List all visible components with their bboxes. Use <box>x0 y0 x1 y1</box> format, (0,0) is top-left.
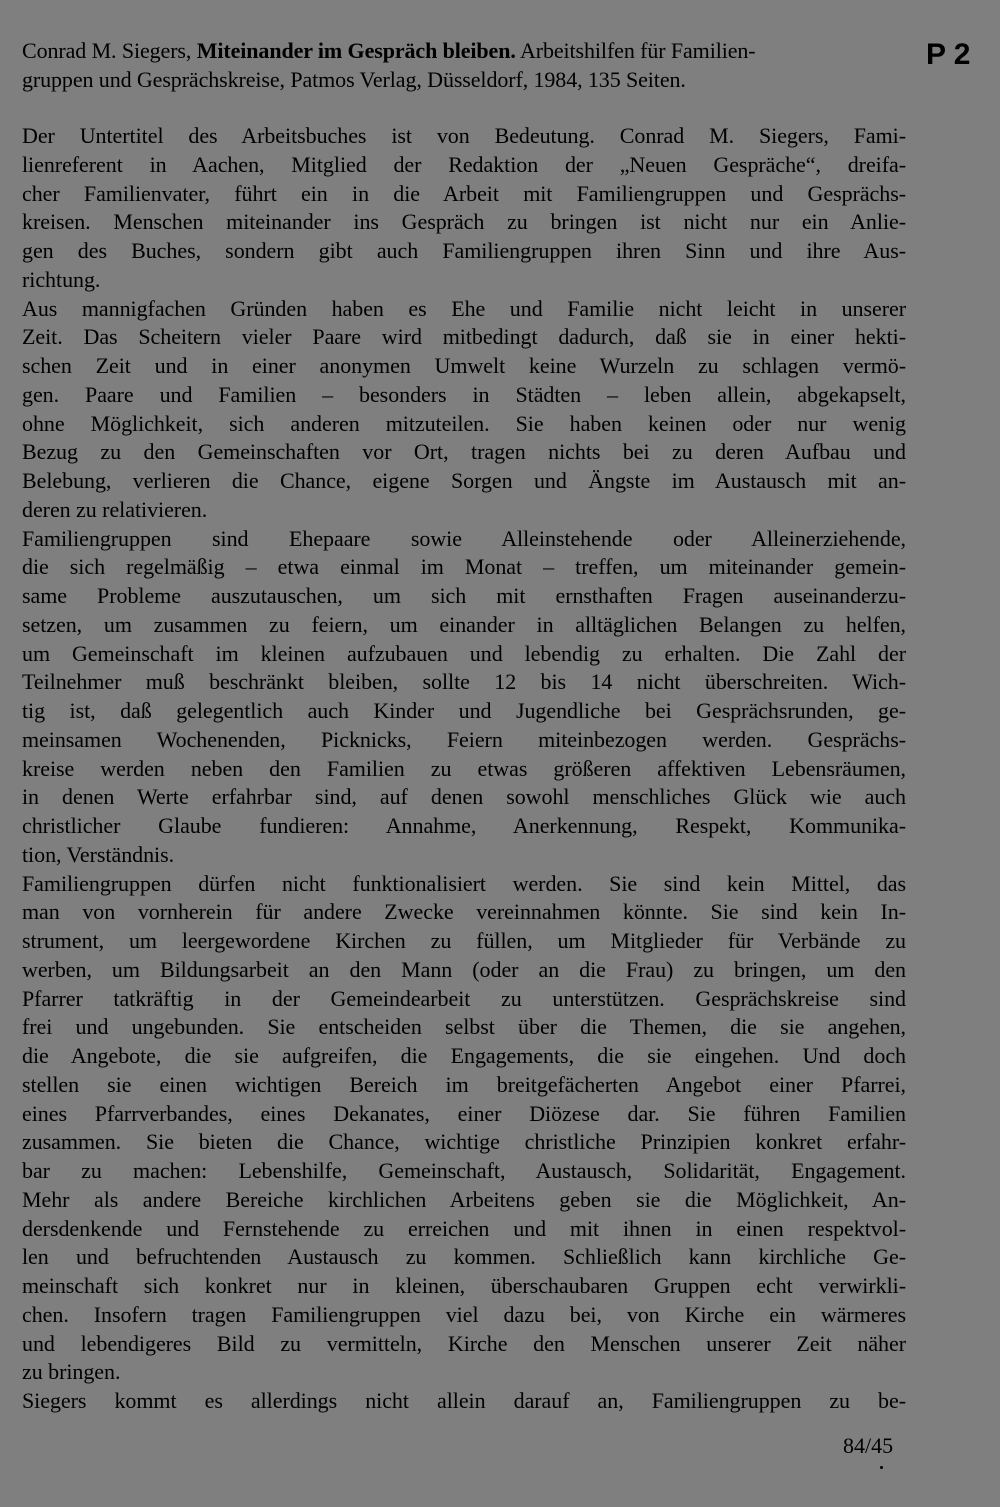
body-line: gen des Buches, sondern gibt auch Familiengruppen ihren Sinn und ihre Aus- <box>22 238 906 263</box>
review-body <box>22 122 906 1416</box>
body-line: gen. Paare und Familien – besonders in Städten – leben allein, abgekapselt, <box>22 381 906 407</box>
body-line: und lebendigeres Bild zu vermitteln, Kirche den Menschen unserer Zeit näher <box>22 1330 906 1356</box>
body-line: deren zu relativieren. <box>22 496 208 522</box>
page-number: 84/45 <box>843 1433 894 1458</box>
body-line: zu bringen. <box>22 1359 121 1385</box>
body-line: stellen sie einen wichtigen Bereich im breitgefächerten Angebot einer Pfarrei, <box>22 1071 906 1097</box>
body-line: Teilnehmer muß beschränkt bleiben, sollte 12 bis 14 nicht überschreiten. Wich- <box>22 669 906 695</box>
body-line: schen Zeit und in einer anonymen Umwelt keine Wurzeln zu schlagen vermö- <box>22 353 906 378</box>
body-line: cher Familienvater, führt ein in die Arbeit mit Familiengruppen und Gesprächs- <box>22 180 906 206</box>
body-line: len und befruchtenden Austausch zu kommen. Schließlich kann kirchliche Ge- <box>22 1244 906 1270</box>
body-line: meinschaft sich konkret nur in kleinen, überschaubaren Gruppen echt verwirkli- <box>22 1273 906 1298</box>
body-line: dersdenkende und Fernstehende zu erreichen und mit ihnen in einen respektvol- <box>22 1215 906 1241</box>
book-title: Miteinander im Gespräch bleiben. <box>196 38 516 63</box>
body-line: Bezug zu den Gemeinschaften vor Ort, tragen nichts bei zu deren Aufbau und <box>22 439 906 465</box>
ink-dot <box>880 1466 883 1469</box>
citation-line-1 <box>22 36 906 65</box>
body-line: die sich regelmäßig – etwa einmal im Monat – treffen, um miteinander gemein- <box>22 554 906 580</box>
body-line: christlicher Glaube fundieren: Annahme, Anerkennung, Respekt, Kommunika- <box>22 813 906 838</box>
body-line: ohne Möglichkeit, sich anderen mitzuteilen. Sie haben keinen oder nur wenig <box>22 410 906 436</box>
body-line: Siegers kommt es allerdings nicht allein darauf an, Familiengruppen zu be- <box>22 1388 906 1413</box>
body-line: kreisen. Menschen miteinander ins Gespräch zu bringen ist nicht nur ein Anlie- <box>22 209 906 235</box>
body-line: Familiengruppen sind Ehepaare sowie Alleinstehende oder Alleinerziehende, <box>22 525 906 551</box>
body-line: Aus mannigfachen Gründen haben es Ehe und Familie nicht leicht in unserer <box>22 295 906 321</box>
body-line: eines Pfarrverbandes, eines Dekanates, einer Diözese dar. Sie führen Familien <box>22 1100 906 1126</box>
body-line: zusammen. Sie bieten die Chance, wichtige christliche Prinzipien konkret erfahr- <box>22 1129 906 1155</box>
citation-author: Conrad M. Siegers, <box>22 38 197 63</box>
body-line: Mehr als andere Bereiche kirchlichen Arbeitens geben sie die Möglichkeit, An- <box>22 1186 906 1212</box>
body-line: man von vornherein für andere Zwecke vereinnahmen könnte. Sie sind kein In- <box>22 899 906 925</box>
body-line: chen. Insofern tragen Familiengruppen viel dazu bei, von Kirche ein wärmeres <box>22 1301 906 1327</box>
body-line: tion, Verständnis. <box>22 841 175 867</box>
document-page <box>22 36 906 1416</box>
body-line: in denen Werte erfahrbar sind, auf denen sowohl menschliches Glück wie auch <box>22 784 906 810</box>
body-line: Belebung, verlieren die Chance, eigene Sorgen und Ängste im Austausch mit an- <box>22 468 906 493</box>
body-line: strument, um leergewordene Kirchen zu füllen, um Mitglieder für Verbände zu <box>22 928 906 953</box>
body-line: Der Untertitel des Arbeitsbuches ist von Bedeutung. Conrad M. Siegers, Fami- <box>22 123 906 148</box>
body-line: um Gemeinschaft im kleinen aufzubauen und lebendig zu erhalten. Die Zahl der <box>22 640 906 666</box>
citation-header <box>22 36 906 94</box>
body-line: die Angebote, die sie aufgreifen, die Engagements, die sie eingehen. Und doch <box>22 1043 906 1068</box>
body-line: lienreferent in Aachen, Mitglied der Redaktion der „Neuen Gespräche“, dreifa- <box>22 151 906 177</box>
citation-rest: Arbeitshilfen für Familien- <box>515 38 756 63</box>
body-line: tig ist, daß gelegentlich auch Kinder und Jugendliche bei Gesprächsrunden, ge- <box>22 698 906 723</box>
body-line: werben, um Bildungsarbeit an den Mann (oder an die Frau) zu bringen, um den <box>22 956 906 982</box>
citation-line-2: gruppen und Gesprächskreise, Patmos Verlag, Düsseldorf, 1984, 135 Seiten. <box>22 67 686 92</box>
body-line: Zeit. Das Scheitern vieler Paare wird mitbedingt dadurch, daß sie in einer hekti- <box>22 324 906 350</box>
body-line: kreise werden neben den Familien zu etwas größeren affektiven Lebensräumen, <box>22 755 906 781</box>
body-line: Pfarrer tatkräftig in der Gemeindearbeit zu unterstützen. Gesprächskreise sind <box>22 985 906 1011</box>
body-line: bar zu machen: Lebenshilfe, Gemeinschaft, Austausch, Solidarität, Engagement. <box>22 1158 906 1183</box>
body-line: Familiengruppen dürfen nicht funktionalisiert werden. Sie sind kein Mittel, das <box>22 870 906 896</box>
body-line: richtung. <box>22 266 101 292</box>
section-marker: P 2 <box>926 38 971 71</box>
body-line: same Probleme auszutauschen, um sich mit ernsthaften Fragen auseinanderzu- <box>22 583 906 608</box>
body-line: setzen, um zusammen zu feiern, um einander in alltäglichen Belangen zu helfen, <box>22 611 906 637</box>
body-line: frei und ungebunden. Sie entscheiden selbst über die Themen, die sie angehen, <box>22 1014 906 1040</box>
body-line: meinsamen Wochenenden, Picknicks, Feiern miteinbezogen werden. Gesprächs- <box>22 726 906 752</box>
